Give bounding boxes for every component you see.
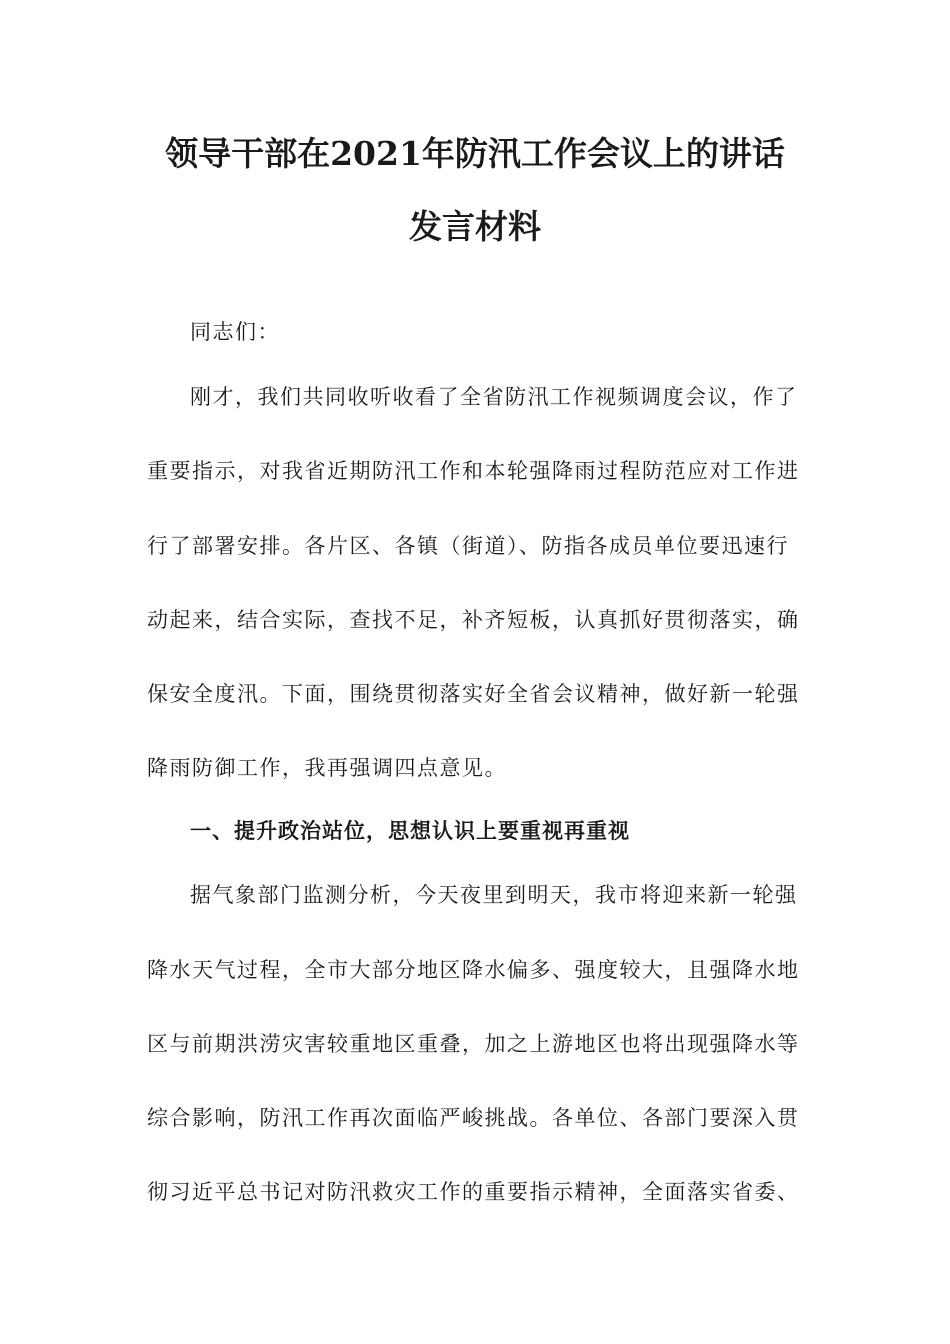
paragraph-1-line: 刚才，我们共同收听收看了全省防汛工作视频调度会议，作了 xyxy=(190,385,798,409)
paragraph-2-line: 区与前期洪涝灾害较重地区重叠，加之上游地区也将出现强降水等 xyxy=(147,1032,800,1056)
paragraph-2-line: 彻习近平总书记对防汛救灾工作的重要指示精神，全面落实省委、 xyxy=(147,1180,800,1204)
greeting: 同志们： xyxy=(190,320,280,344)
paragraph-1-line: 降雨防御工作，我再强调四点意见。 xyxy=(147,756,507,780)
paragraph-1-line: 动起来，结合实际，查找不足，补齐短板，认真抓好贯彻落实，确 xyxy=(147,608,800,632)
paragraph-1-line: 保安全度汛。下面，围绕贯彻落实好全省会议精神，做好新一轮强 xyxy=(147,682,800,706)
document-title-line-2: 发言材料 xyxy=(409,207,541,246)
paragraph-2-line: 综合影响，防汛工作再次面临严峻挑战。各单位、各部门要深入贯 xyxy=(147,1106,800,1130)
paragraph-1-line: 重要指示，对我省近期防汛工作和本轮强降雨过程防范应对工作进 xyxy=(147,459,800,483)
document-title-line-1: 领导干部在2021年防汛工作会议上的讲话 xyxy=(165,134,785,173)
paragraph-2-line: 据气象部门监测分析，今天夜里到明天，我市将迎来新一轮强 xyxy=(190,883,798,907)
paragraph-1-line: 行了部署安排。各片区、各镇（街道）、防指各成员单位要迅速行 xyxy=(147,534,789,558)
paragraph-2-line: 降水天气过程，全市大部分地区降水偏多、强度较大，且强降水地 xyxy=(147,958,800,982)
section-1-heading: 一、提升政治站位，思想认识上要重视再重视 xyxy=(190,818,630,843)
